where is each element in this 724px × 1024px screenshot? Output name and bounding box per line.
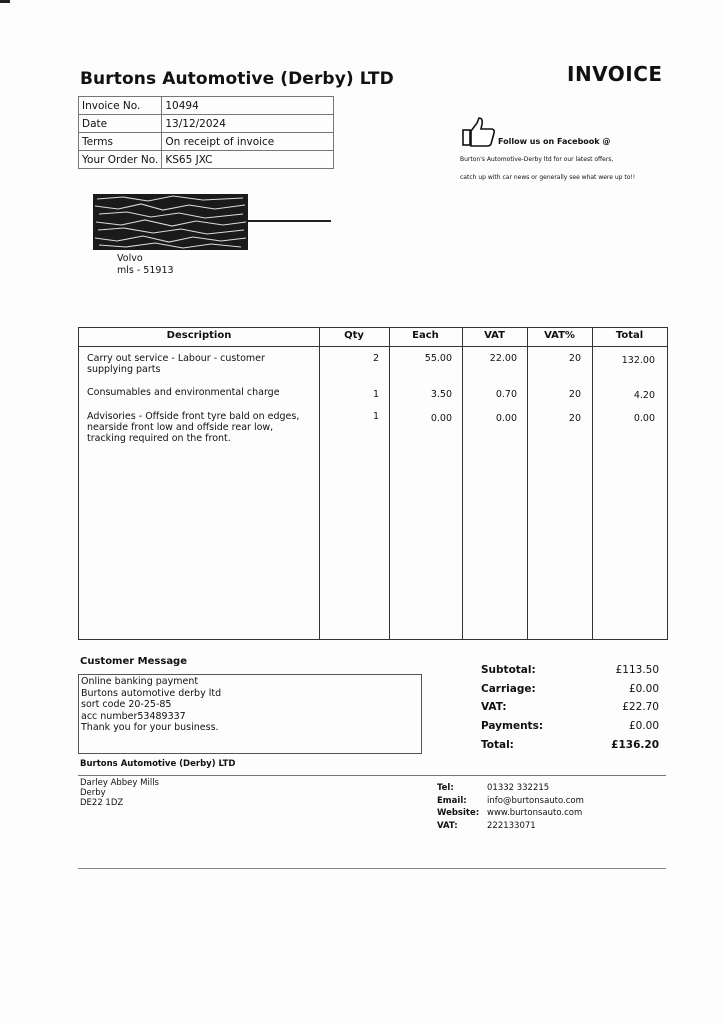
info-row <box>79 133 334 151</box>
item-qty: 1 <box>372 389 379 400</box>
facebook-promo-line: catch up with car news or generally see what were up to!! <box>460 174 636 181</box>
customer-message-box <box>78 674 422 754</box>
thumbs-up-icon <box>462 117 496 147</box>
header-vat: VAT <box>484 330 505 341</box>
item-each: 0.00 <box>430 413 452 424</box>
column-divider <box>527 328 528 639</box>
website-value: www.burtonsauto.com <box>487 808 583 818</box>
info-value: 10494 <box>162 97 334 115</box>
footer-contacts <box>437 782 637 832</box>
carriage-label: Carriage: <box>481 683 536 695</box>
tel-value: 01332 332215 <box>487 783 550 793</box>
subtotal-label: Subtotal: <box>481 664 536 676</box>
info-value: KS65 JXC <box>162 151 334 169</box>
total-value: £136.20 <box>611 739 659 751</box>
customer-message-line: Burtons automotive derby ltd <box>81 687 222 699</box>
payments-label: Payments: <box>481 720 544 732</box>
website-label: Website: <box>437 808 480 818</box>
vat-label: VAT: <box>481 701 507 713</box>
item-description: Advisories - Offside front tyre bald on edges, nearside front low and offside rear low, tracking required on the front. <box>87 411 300 444</box>
total-label: Total: <box>481 739 514 751</box>
item-each: 3.50 <box>430 389 452 400</box>
item-vat-percent: 20 <box>568 353 581 364</box>
item-description: Consumables and environmental charge <box>87 387 280 398</box>
header-description: Description <box>166 330 232 341</box>
address-line: Derby <box>80 788 106 798</box>
invoice-info-table <box>78 96 334 169</box>
contact-row <box>437 820 637 833</box>
customer-message-line: Online banking payment <box>81 676 199 687</box>
header-vat-percent: VAT% <box>544 330 575 341</box>
column-divider <box>319 328 320 639</box>
customer-message-title: Customer Message <box>80 656 188 667</box>
email-value: info@burtonsauto.com <box>487 795 584 806</box>
subtotal-value: £113.50 <box>615 664 659 676</box>
customer-message-line: sort code 20-25-85 <box>81 699 172 710</box>
payments-value: £0.00 <box>628 720 659 732</box>
vehicle-mileage: mls - 51913 <box>117 265 174 276</box>
company-name: Burtons Automotive (Derby) LTD <box>80 69 394 89</box>
address-line: Darley Abbey Mills <box>80 778 159 788</box>
column-divider <box>592 328 593 639</box>
info-label: Invoice No. <box>79 97 162 115</box>
item-total: 4.20 <box>633 390 655 401</box>
scan-edge-mark <box>0 0 10 3</box>
header-divider <box>79 346 667 347</box>
tel-label: Tel: <box>437 783 454 793</box>
vat-number-label: VAT: <box>437 820 458 831</box>
item-description: Carry out service - Labour - customer supplying parts <box>87 353 265 375</box>
vehicle-make: Volvo <box>117 253 143 264</box>
carriage-value: £0.00 <box>628 683 659 695</box>
customer-message-line: acc number53489337 <box>81 710 186 722</box>
footer-company-name: Burtons Automotive (Derby) LTD <box>80 759 236 769</box>
redacted-address-block <box>93 192 248 252</box>
facebook-promo-line: Burton's Automotive-Derby ltd for our latest offers, <box>460 156 614 163</box>
bottom-divider <box>78 868 666 869</box>
contact-row <box>437 782 637 795</box>
vehicle-details <box>117 253 174 277</box>
contact-row <box>437 807 637 820</box>
customer-message-line: Thank you for your business. <box>81 722 219 733</box>
vat-value: £22.70 <box>622 701 659 713</box>
column-divider <box>389 328 390 639</box>
address-line: DE22 1DZ <box>80 798 124 808</box>
footer-address <box>80 778 159 808</box>
header-total: Total <box>615 330 644 341</box>
info-label: Date <box>79 115 162 133</box>
info-label: Terms <box>79 133 162 151</box>
info-value: 13/12/2024 <box>162 115 334 133</box>
info-row <box>79 97 334 115</box>
line-items-table <box>78 327 668 640</box>
item-total: 132.00 <box>621 355 655 366</box>
item-vat: 0.00 <box>495 413 517 424</box>
contact-row <box>437 795 637 808</box>
info-row <box>79 115 334 133</box>
info-row <box>79 151 334 169</box>
vat-number-value: 222133071 <box>487 820 536 831</box>
item-qty: 2 <box>372 353 379 364</box>
item-total: 0.00 <box>633 413 655 424</box>
item-vat: 22.00 <box>489 353 517 364</box>
email-label: Email: <box>437 795 467 806</box>
item-vat-percent: 20 <box>568 389 581 400</box>
header-qty: Qty <box>344 330 364 341</box>
item-vat-percent: 20 <box>568 413 581 424</box>
column-divider <box>462 328 463 639</box>
header-each: Each <box>412 330 439 341</box>
footer-divider <box>78 775 666 776</box>
facebook-follow-text: Follow us on Facebook @ <box>498 137 611 146</box>
item-each: 55.00 <box>424 353 452 364</box>
item-qty: 1 <box>372 411 379 422</box>
info-label: Your Order No. <box>79 151 162 169</box>
item-vat: 0.70 <box>495 389 517 400</box>
info-value: On receipt of invoice <box>162 133 334 151</box>
document-title: INVOICE <box>567 62 663 86</box>
address-underline <box>248 220 331 222</box>
